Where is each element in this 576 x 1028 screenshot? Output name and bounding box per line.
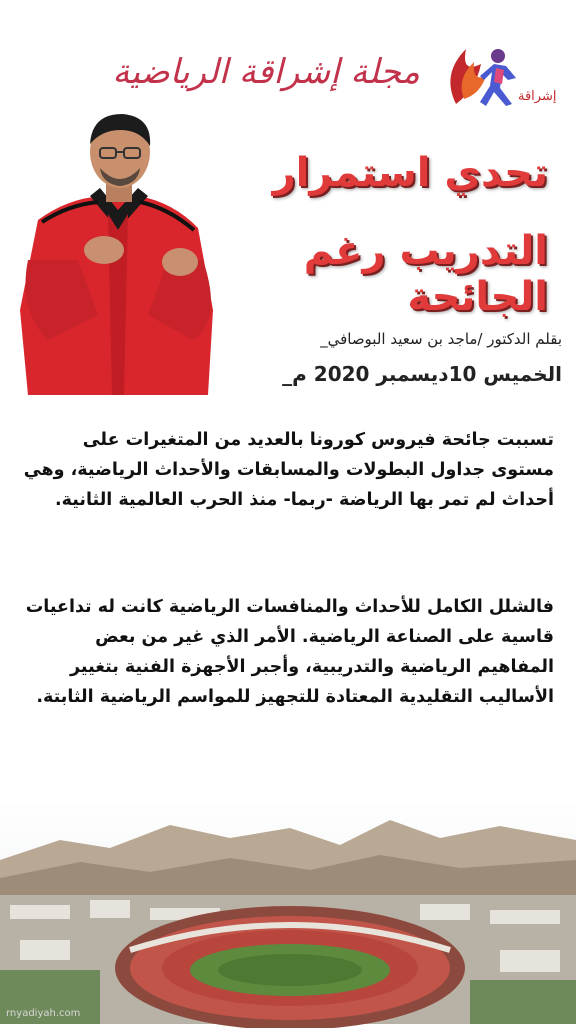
headline-line-2: التدريب رغم الجائحة	[303, 228, 548, 320]
svg-text:إشراقة: إشراقة	[518, 89, 557, 104]
author-portrait	[8, 110, 223, 395]
runner-logo-icon	[436, 34, 557, 124]
article-date: _الخميس 10ديسمبر 2020 م	[282, 362, 562, 386]
author-byline: _بقلم الدكتور /ماجد بن سعيد البوصافي	[320, 330, 562, 348]
paragraph-2: فالشلل الكامل للأحداث والمنافسات الرياضية كانت له تداعيات قاسية على الصناعة الرياضية. الأمر الذي غير من بعض المفاهيم الرياضية والتدريبية، وأجبر الأجهزة الفنية بتغيير الأساليب التقليدية المعتادة للتجهيز للمواسم الرياضية الثابتة.	[25, 597, 554, 707]
paragraph-1: تسببت جائحة فيروس كورونا بالعديد من المتغيرات على مستوى جداول البطولات والمسابقات والأحداث الرياضية، وهي أحداث لم تمر بها الرياضة -ربما- منذ الحرب العالمية الثانية.	[23, 430, 554, 510]
watermark: rnyadiyah.com	[6, 1008, 81, 1019]
stadium-photo	[0, 800, 576, 1024]
headline-line-1: تحدي استمرار	[272, 150, 548, 196]
magazine-title: مجلة إشراقة الرياضية	[112, 52, 420, 92]
